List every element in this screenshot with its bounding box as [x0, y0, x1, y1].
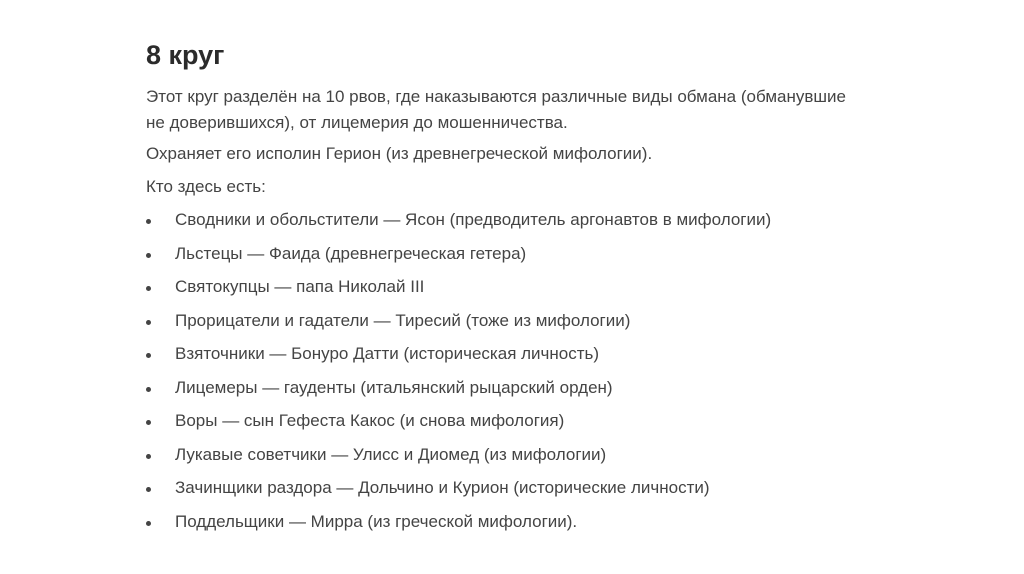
list-item-text: Лукавые советчики — Улисс и Диомед (из мифологии) [175, 444, 607, 464]
bullet-icon [146, 253, 151, 258]
bullet-icon [146, 219, 151, 224]
bullet-icon [146, 353, 151, 358]
slide-title: 8 круг [146, 40, 225, 70]
list-item-text: Зачинщики раздора — Дольчино и Курион (исторические личности) [175, 478, 710, 497]
bullet-icon [146, 320, 151, 325]
list-item-text: Взяточники — Бонуро Датти (историческая личность) [175, 344, 600, 363]
bullet-icon [146, 521, 151, 526]
list-item-text: Воры — сын Гефеста Какос (и снова мифология) [175, 411, 565, 430]
list-item-text: Святокупцы — папа Николай III [175, 277, 425, 296]
bullet-icon [146, 387, 151, 392]
list-heading: Кто здесь есть: [146, 177, 266, 196]
slide [146, 0, 1006, 574]
bullet-icon [146, 454, 151, 459]
guardian-paragraph: Охраняет его исполин Герион (из древнегреческой мифологии). [146, 144, 653, 163]
list-item-text: Льстецы — Фаида (древнегреческая гетера) [175, 243, 527, 263]
list-item-text: Сводники и обольстители — Ясон (предводитель аргонавтов в мифологии) [175, 210, 772, 229]
list-item-text: Поддельщики — Мирра (из греческой мифологии). [175, 511, 578, 531]
bullet-icon [146, 420, 151, 425]
intro-paragraph: Этот круг разделён на 10 рвов, где наказываются различные виды обмана (обманувшие не доверившихся), от лицемерия до мошенничества. [146, 87, 846, 132]
list-item-text: Прорицатели и гадатели — Тиресий (тоже из мифологии) [175, 310, 631, 330]
bullet-icon [146, 487, 151, 492]
bullet-icon [146, 286, 151, 291]
list-item-text: Лицемеры — гауденты (итальянский рыцарский орден) [175, 377, 613, 397]
